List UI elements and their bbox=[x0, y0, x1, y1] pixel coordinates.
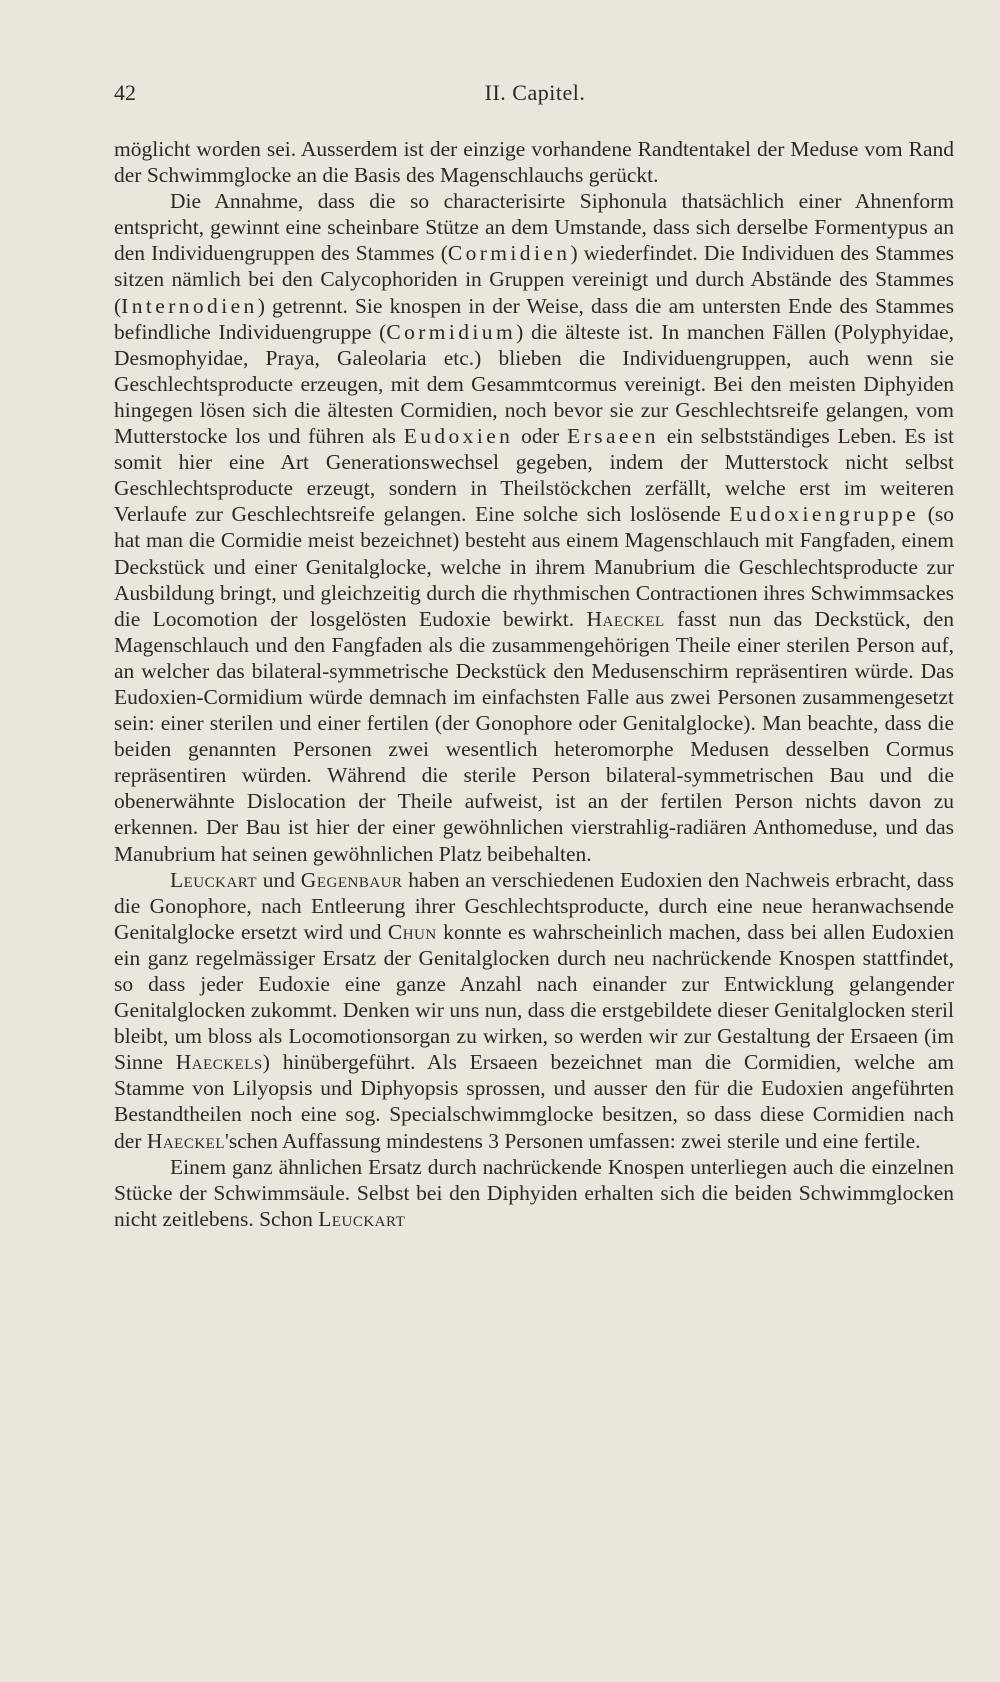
paragraph-4 bbox=[114, 1154, 954, 1232]
text-segment: ) getrennt. Sie knospen in der Weise, dass die am untersten Ende des Stammes befindliche Individuengruppe ( bbox=[114, 293, 954, 344]
page-header bbox=[114, 80, 956, 110]
text-segment: ) die älteste ist. In manchen Fällen (Polyphyidae, Desmophyidae, Praya, Galeolaria etc.) blieben die Individuengruppen, auch wenn sie Geschlechtsproducte erzeugen, mit dem Gesammtcormus vereinigt. Bei den meisten Diphyiden hingegen lösen sich die ältesten Cormidien, noch bevor sie zur Geschlechtsreife gelangen, vom Mutterstocke los und führen als bbox=[114, 319, 954, 449]
spaced-term-internodien: Internodien bbox=[121, 293, 258, 318]
spaced-term-cormidien: Cormidien bbox=[447, 241, 571, 266]
author-name-gegenbaur: Gegenbaur bbox=[300, 867, 403, 892]
text-segment: 'schen Auffassung mindestens 3 Personen umfassen: zwei sterile und eine fertile. bbox=[225, 1128, 921, 1153]
text-segment: konnte es wahrscheinlich machen, dass bei allen Eudoxien ein ganz regelmässiger Ersatz der Genitalglocken durch neu nachrückende Knospen stattfindet, so dass jeder Eudoxie eine ganze Anzahl nach einander zur Entwicklung gelangender Genitalglocken zukommt. Denken wir uns nun, dass die erstgebildete dieser Genitalglocken steril bleibt, um bloss als Locomotionsorgan zu wirken, so werden wir zur Gestaltung der Ersaeen (im Sinne bbox=[114, 919, 954, 1075]
author-name-chun: Chun bbox=[387, 919, 437, 944]
page-number: 42 bbox=[114, 80, 136, 105]
text-segment: Einem ganz ähnlichen Ersatz durch nachrückende Knospen unterliegen auch die einzelnen Stücke der Schwimmsäule. Selbst bei den Diphyiden erhalten sich die beiden Schwimmglocken nicht zeitlebens. Schon bbox=[114, 1154, 954, 1231]
spaced-term-cormidium: Cormidium bbox=[386, 319, 517, 344]
author-name-haeckels: Haeckels bbox=[175, 1050, 263, 1075]
text-segment: und bbox=[257, 867, 301, 892]
body-text bbox=[114, 136, 954, 1232]
text-segment: Die Annahme, dass die so characterisirte Siphonula thatsächlich einer Ahnenform entspricht, gewinnt eine scheinbare Stütze an dem Umstande, dass sich derselbe Formentypus an den Individuengruppen des Stammes ( bbox=[114, 189, 954, 266]
text-segment: haben an verschiedenen Eudoxien den Nachweis erbracht, dass die Gonophore, nach Entleerung ihrer Geschlechtsproducte, durch eine neue heranwachsende Genitalglocke ersetzt wird und bbox=[114, 867, 954, 944]
text-segment: oder bbox=[513, 424, 568, 449]
paragraph-1 bbox=[114, 136, 954, 188]
text-segment: möglicht worden sei. Ausserdem ist der einzige vorhandene Randtentakel der Meduse vom Rand der Schwimmglocke an die Basis des Magenschlauchs gerückt. bbox=[114, 137, 954, 188]
author-name-haeckel: Haeckel bbox=[146, 1128, 226, 1153]
spaced-term-eudoxiengruppe: Eudoxiengruppe bbox=[729, 502, 920, 527]
text-segment: ) wiederfindet. Die Individuen des Stammes sitzen nämlich bei den Calycophoriden in Gruppen vereinigt und durch Abstände des Stammes ( bbox=[114, 241, 954, 318]
spaced-term-ersaeen: Ersaeen bbox=[567, 424, 659, 449]
author-name-leuckart: Leuckart bbox=[318, 1206, 406, 1231]
paragraph-2 bbox=[114, 188, 954, 866]
text-segment: (so hat man die Cormidie meist bezeichnet) besteht aus einem Magenschlauch mit Fangfaden, einem Deckstück und einer Genitalglocke, welche in ihrem Manubrium die Geschlechtsproducte zur Ausbildung bringt, und gleichzeitig durch die rhythmischen Contractionen ihres Schwimmsackes die Locomotion der losgelösten Eudoxie bewirkt. bbox=[114, 502, 954, 631]
author-name-leuckart: Leuckart bbox=[170, 867, 258, 892]
text-segment: ein selbstständiges Leben. Es ist somit hier eine Art Generationswechsel gegeben, indem der Mutterstock nicht selbst Geschlechtsproducte erzeugt, sondern in Theilstöckchen zerfällt, welche erst im weiteren Verlaufe zur Geschlechtsreife gelangen. Eine solche sich loslösende bbox=[114, 424, 955, 527]
author-name-haeckel: Haeckel bbox=[586, 606, 665, 631]
spaced-term-eudoxien: Eudoxien bbox=[403, 424, 514, 449]
text-segment: fasst nun das Deckstück, den Magenschlauch und den Fangfaden als die zusammengehörigen Theile einer sterilen Person auf, an welcher das bilateral-symmetrische Deckstück den Medusenschirm repräsentiren würde. Das Eudoxien-Cormidium würde demnach im einfachsten Falle aus zwei Personen zusammengesetzt sein: einer sterilen und einer fertilen (der Gonophore oder Genitalglocke). Man beachte, dass die beiden genannten Personen zwei wesentlich heteromorphe Medusen desselben Cormus repräsentiren würden. Während die sterile Person bilateral-symmetrischen Bau und die obenerwähnte Dislocation der Theile aufweist, ist an der fertilen Person nichts davon zu erkennen. Der Bau ist hier der einer gewöhnlichen vierstrahlig-radiären Anthomeduse, und das Manubrium hat seinen gewöhnlichen Platz beibehalten. bbox=[114, 606, 955, 866]
paragraph-3 bbox=[114, 867, 954, 1154]
text-segment: ) hinübergeführt. Als Ersaeen bezeichnet man die Cormidien, welche am Stamme von Lilyopsis und Diphyopsis sprossen, und ausser den für die Eudoxien angeführten Bestandtheilen noch eine sog. Specialschwimmglocke besitzen, so dass diese Cormidien nach der bbox=[114, 1050, 954, 1153]
running-head: II. Capitel. bbox=[484, 80, 586, 105]
